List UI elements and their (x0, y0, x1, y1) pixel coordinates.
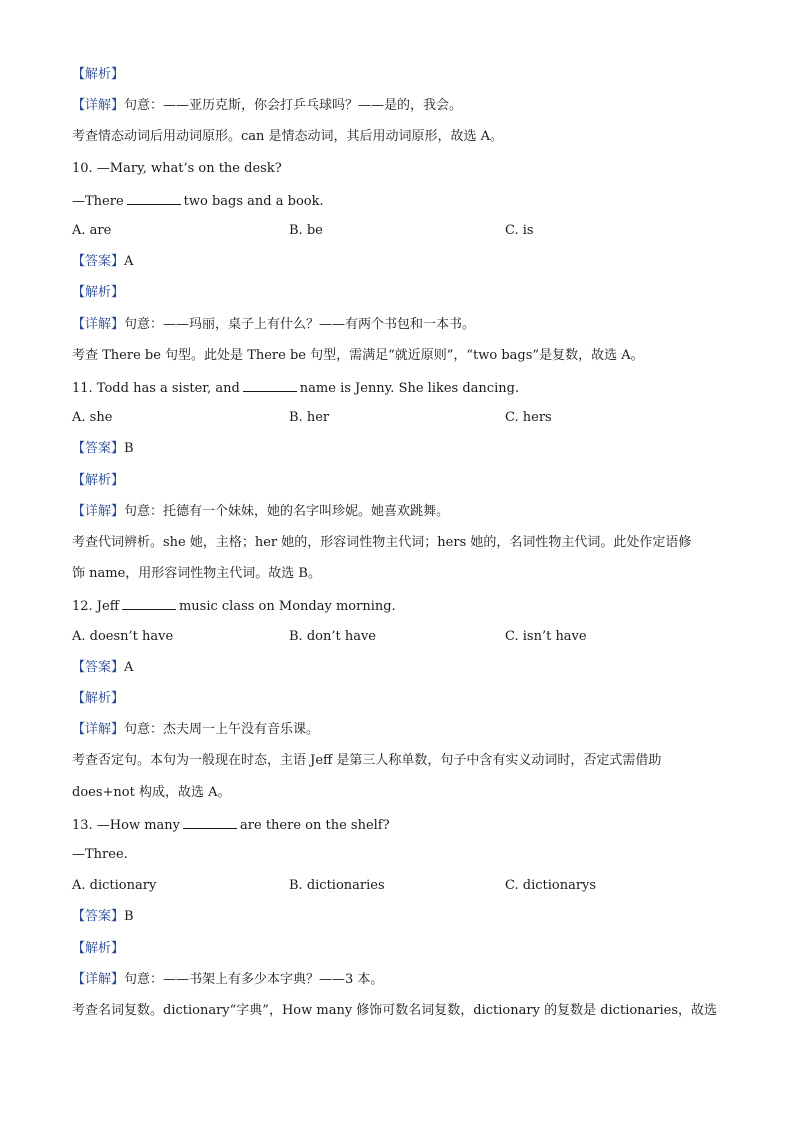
line-text: A (124, 254, 134, 269)
answer-option-b: B. don’t have (289, 629, 376, 644)
line-text: 考查情态动词后用动词原形。can 是情态动词，其后用动词原形，故选 A。 (72, 129, 504, 144)
tag-label: 【详解】 (72, 972, 125, 987)
section-tag (72, 285, 722, 301)
tag-label: 【详解】 (72, 98, 125, 113)
text-line (72, 441, 722, 457)
section-tag (72, 473, 722, 489)
answer-option-c: C. dictionarys (505, 878, 597, 893)
line-text: B (124, 441, 134, 456)
line-text: 句意：杰夫周一上午没有音乐课。 (124, 722, 320, 737)
question-text-after: music class on Monday morning. (178, 599, 396, 614)
line-text: 句意：托德有一个妹妹，她的名字叫珍妮。她喜欢跳舞。 (124, 504, 450, 519)
line-text: 句意：——玛丽，桌子上有什么？——有两个书包和一本书。 (124, 317, 476, 332)
answer-option-c: C. isn’t have (505, 629, 587, 644)
tag-label: 【详解】 (72, 722, 125, 737)
answer-option-b: B. be (289, 223, 323, 238)
text-line (72, 660, 722, 676)
tag-label: 【答案】 (72, 660, 125, 675)
answer-option-a: A. are (72, 223, 112, 238)
text-line (72, 909, 722, 925)
text-line (72, 254, 722, 270)
fill-in-blank (122, 597, 176, 610)
text-line (72, 98, 722, 114)
question-text-before: 13. —How many (72, 818, 181, 833)
tag-label: 【解析】 (72, 941, 125, 956)
line-text: 考查名词复数。dictionary“字典”，How many 修饰可数名词复数，dictionary 的复数是 dictionaries，故选 (72, 1003, 718, 1018)
question-text-after: name is Jenny. She likes dancing. (299, 381, 520, 396)
answer-option-a: A. doesn’t have (72, 629, 174, 644)
text-line (72, 847, 722, 863)
text-line (72, 753, 722, 769)
text-line (72, 535, 722, 551)
question-text-before: 12. Jeff (72, 599, 119, 614)
text-line (72, 972, 722, 988)
text-line (72, 161, 722, 177)
section-tag (72, 691, 722, 707)
question-line (72, 597, 722, 615)
line-text: —Three. (72, 847, 128, 862)
line-text: A (124, 660, 134, 675)
text-line (72, 348, 722, 364)
question-text-before: 11. Todd has a sister, and (72, 381, 240, 396)
line-text: 考查代词辨析。she 她，主格；her 她的，形容词性物主代词；hers 她的，名词性物主代词。此处作定语修 (72, 535, 692, 550)
section-tag (72, 941, 722, 957)
tag-label: 【答案】 (72, 254, 125, 269)
question-line (72, 192, 722, 210)
tag-label: 【解析】 (72, 67, 125, 82)
question-text-after: two bags and a book. (183, 194, 324, 209)
text-line (72, 785, 722, 801)
tag-label: 【解析】 (72, 285, 125, 300)
section-tag (72, 67, 722, 83)
question-text-before: —There (72, 194, 124, 209)
question-text-after: are there on the shelf? (240, 818, 390, 833)
tag-label: 【解析】 (72, 473, 125, 488)
line-text: 饰 name，用形容词性物主代词。故选 B。 (72, 566, 321, 581)
line-text: B (124, 909, 134, 924)
line-text: does+not 构成，故选 A。 (72, 785, 231, 800)
tag-label: 【详解】 (72, 317, 125, 332)
question-line (72, 816, 722, 834)
answer-option-b: B. dictionaries (289, 878, 385, 893)
text-line (72, 722, 722, 738)
tag-label: 【详解】 (72, 504, 125, 519)
line-text: 考查否定句。本句为一般现在时态，主语 Jeff 是第三人称单数，句子中含有实义动词时，否定式需借助 (72, 753, 662, 768)
answer-option-a: A. dictionary (72, 878, 157, 893)
text-line (72, 504, 722, 520)
fill-in-blank (183, 816, 237, 829)
text-line (72, 566, 722, 582)
answer-option-a: A. she (72, 410, 113, 425)
line-text: 10. —Mary, what’s on the desk? (72, 161, 282, 176)
tag-label: 【答案】 (72, 909, 125, 924)
line-text: 句意：——书架上有多少本字典？——3 本。 (124, 972, 384, 987)
fill-in-blank (243, 379, 297, 392)
text-line (72, 129, 722, 145)
line-text: 考查 There be 句型。此处是 There be 句型，需满足“就近原则”，“two bags”是复数，故选 A。 (72, 348, 644, 363)
answer-option-c: C. is (505, 223, 534, 238)
answer-option-b: B. her (289, 410, 330, 425)
answer-option-c: C. hers (505, 410, 552, 425)
tag-label: 【答案】 (72, 441, 125, 456)
question-line (72, 379, 722, 397)
text-line (72, 317, 722, 333)
text-line (72, 1003, 722, 1019)
tag-label: 【解析】 (72, 691, 125, 706)
fill-in-blank (127, 192, 181, 205)
line-text: 句意：——亚历克斯，你会打乒乓球吗？——是的，我会。 (124, 98, 463, 113)
